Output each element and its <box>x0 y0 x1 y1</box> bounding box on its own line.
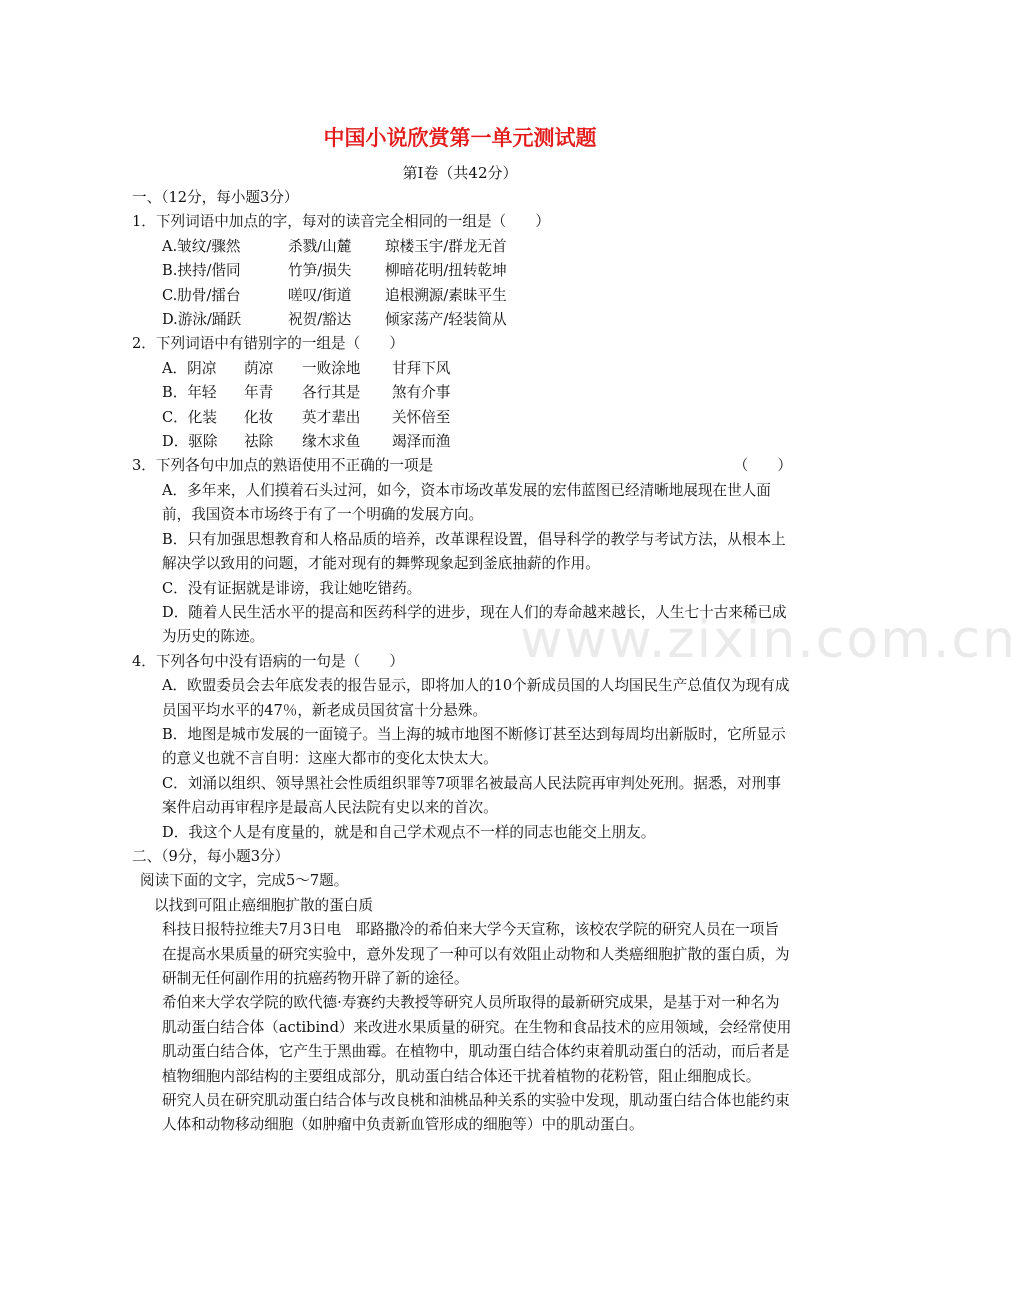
q2-option-b <box>132 381 792 405</box>
option-text: 琼楼玉宇/群龙无首 <box>385 237 507 255</box>
answer-bracket: （ ） <box>733 457 792 475</box>
option-text: 竭泽而渔 <box>392 433 451 451</box>
q2-option-d <box>132 430 792 454</box>
option-text: 化妆 <box>244 408 274 426</box>
article-paragraph: 研究人员在研究肌动蛋白结合体与改良桃和油桃品种关系的实验中发现，肌动蛋白结合体也能约束人体和动物移动细胞（如肿瘤中负责新血管形成的细胞等）中的肌动蛋白。 <box>162 1092 790 1134</box>
q3-option-b: B．只有加强思想教育和人格品质的培养，改革课程设置，倡导科学的教学与考试方法，从根本上解决学以致用的问题，才能对现有的舞弊现象起到釜底抽薪的作用。 <box>162 530 786 573</box>
article-title: 以找到可阻止癌细胞扩散的蛋白质 <box>154 896 373 914</box>
q4-option-c: C．刘涌以组织、领导黑社会性质组织罪等7项罪名被最高人民法院再审判处死刑。据悉，对刑事案件启动再审程序是最高人民法院有史以来的首次。 <box>162 774 781 817</box>
option-text: 年青 <box>244 384 274 402</box>
option-text: 追根溯源/素昧平生 <box>385 286 507 304</box>
option-text: 甘拜下风 <box>392 359 451 377</box>
q1-option-c <box>132 284 792 308</box>
article-paragraph: 希伯来大学农学院的欧代德·寿赛约夫教授等研究人员所取得的最新研究成果，是基于对一种名为肌动蛋白结合体（actibind）来改进水果质量的研究。在生物和食品技术的应用领域，会经常使用肌动蛋白结合体，它产生于黑曲霉。在植物中，肌动蛋白结合体约束着肌动蛋白的活动，而后者是植物细胞内部结构的主要组成部分，肌动蛋白结合体还干扰着植物的花粉管，阻止细胞成长。 <box>162 994 792 1085</box>
reading-instruction: 阅读下面的文字，完成5～7题。 <box>140 872 349 890</box>
option-text: 嗟叹/街道 <box>288 286 352 304</box>
section-heading-2: 二、（9分，每小题3分） <box>132 847 290 865</box>
option-text: 祝贺/豁达 <box>288 311 352 329</box>
option-text: A.皱纹/骤然 <box>162 237 241 255</box>
q1-option-b <box>132 259 792 283</box>
option-text: 煞有介事 <box>392 384 451 402</box>
article-paragraph: 科技日报特拉维夫7月3日电 耶路撒冷的希伯来大学今天宣称，该校农学院的研究人员在一项旨在提高水果质量的研究实验中，意外发现了一种可以有效阻止动物和人类癌细胞扩散的蛋白质，为研制无任何副作用的抗癌药物开辟了新的途径。 <box>162 921 790 987</box>
option-text: 一败涂地 <box>302 359 361 377</box>
q1-option-d <box>132 308 792 332</box>
option-text: C．化装 <box>162 408 217 426</box>
option-text: B．年轻 <box>162 384 217 402</box>
question-4-stem: 4．下列各句中没有语病的一句是（ ） <box>132 652 404 670</box>
section-heading-1: 一、（12分，每小题3分） <box>132 189 299 206</box>
option-text: 缘木求鱼 <box>302 433 361 451</box>
option-text: A．阴凉 <box>162 359 217 377</box>
section-subtitle: 第Ⅰ卷（共42分） <box>402 164 518 182</box>
option-text: 各行其是 <box>302 384 361 402</box>
exam-body <box>132 186 792 1138</box>
option-text: D．驱除 <box>162 433 218 451</box>
q3-option-a: A．多年来，人们摸着石头过河，如今，资本市场改革发展的宏伟蓝图已经清晰地展现在世人面前，我国资本市场终于有了一个明确的发展方向。 <box>162 481 771 524</box>
question-3-stem: 3．下列各句中加点的熟语使用不正确的一项是 <box>132 457 434 475</box>
option-text: 杀戮/山麓 <box>288 237 352 255</box>
question-1-stem: 1．下列词语中加点的字，每对的读音完全相同的一组是（ ） <box>132 213 550 231</box>
q1-option-a <box>132 235 792 259</box>
q4-option-a: A．欧盟委员会去年底发表的报告显示，即将加人的10个新成员国的人均国民生产总值仅为现有成员国平均水平的47％，新老成员国贫富十分悬殊。 <box>162 677 790 719</box>
watermark: www.zixin.com.cn <box>520 610 1017 670</box>
option-text: 柳暗花明/扭转乾坤 <box>385 262 507 280</box>
q3-option-d: D．随着人民生活水平的提高和医药科学的进步，现在人们的寿命越来越长，人生七十古来稀已成为历史的陈迹。 <box>162 603 787 646</box>
question-2-stem: 2．下列词语中有错别字的一组是（ ） <box>132 335 404 353</box>
option-text: 英才辈出 <box>302 408 361 426</box>
q2-option-c <box>132 406 792 430</box>
option-text: 竹笋/损失 <box>288 262 352 280</box>
option-text: B.挟持/偕同 <box>162 262 241 280</box>
q3-option-c: C．没有证据就是诽谤，我让她吃错药。 <box>162 579 422 597</box>
option-text: D.游泳/踊跃 <box>162 311 242 329</box>
option-text: 荫凉 <box>244 359 274 377</box>
q2-option-a <box>132 357 792 381</box>
q4-option-d: D．我这个人是有度量的，就是和自己学术观点不一样的同志也能交上朋友。 <box>162 823 656 841</box>
option-text: 关怀倍至 <box>392 408 451 426</box>
option-text: 祛除 <box>244 433 274 451</box>
question-3-row <box>132 454 792 478</box>
option-text: 倾家荡产/轻装简从 <box>385 311 507 329</box>
q4-option-b: B．地图是城市发展的一面镜子。当上海的城市地图不断修订甚至达到每周均出新版时，它所显示的意义也就不言自明：这座大都市的变化太快太大。 <box>162 725 786 768</box>
page-title: 中国小说欣赏第一单元测试题 <box>323 126 597 150</box>
option-text: C.肋骨/擂台 <box>162 286 241 304</box>
